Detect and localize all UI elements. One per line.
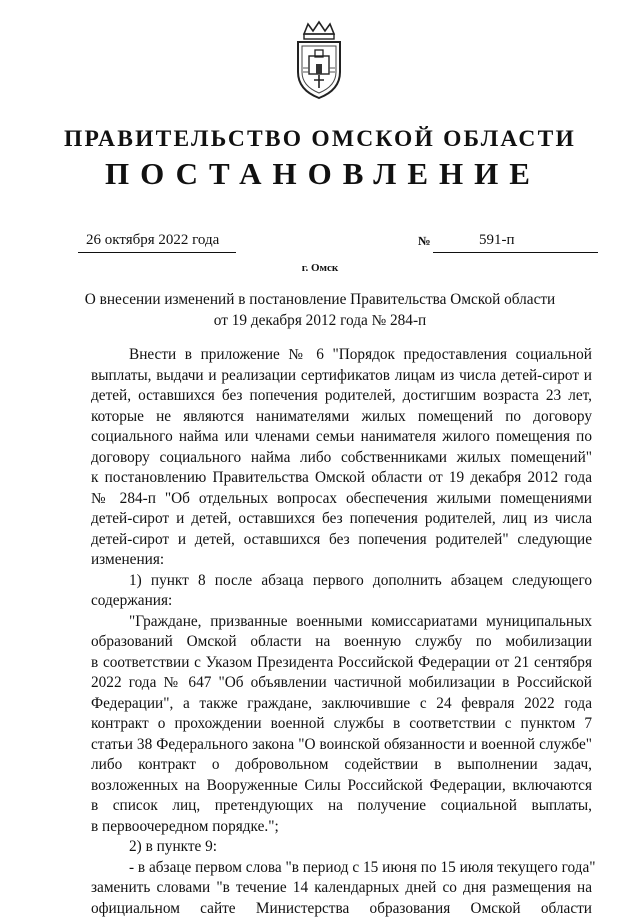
body-line: возложенных на Вооруженные Силы Российской Федерации, включаются bbox=[91, 776, 592, 797]
subject-line: О внесении изменений в постановление Правительства Омской области bbox=[0, 290, 640, 311]
body-line: контракт о прохождении военной службы в соответствии с пунктом 7 bbox=[91, 714, 592, 735]
government-title: ПРАВИТЕЛЬСТВО ОМСКОЙ ОБЛАСТИ bbox=[0, 126, 640, 153]
date-field bbox=[78, 232, 236, 253]
city-label: г. Омск bbox=[0, 262, 640, 274]
body-line: Внести в приложение № 6 "Порядок предоставления социальной bbox=[91, 345, 592, 366]
body-line: в соответствии с Указом Президента Российской Федерации от 21 сентября bbox=[91, 653, 592, 674]
document-subject bbox=[0, 290, 640, 331]
body-line: содержания: bbox=[91, 591, 592, 612]
body-line: № 284-п "Об отдельных вопросах обеспечения жилыми помещениями bbox=[91, 489, 592, 510]
omsk-coat-of-arms-emblem bbox=[290, 20, 348, 102]
body-line: 1) пункт 8 после абзаца первого дополнить абзацем следующего bbox=[91, 571, 592, 592]
body-line: либо контракт о добровольном содействии в выполнении задач, bbox=[91, 755, 592, 776]
document-body bbox=[91, 345, 592, 919]
body-line: официальном сайте Министерства образования Омской области bbox=[91, 899, 592, 919]
subject-line: от 19 декабря 2012 года № 284-п bbox=[0, 311, 640, 332]
number-field bbox=[433, 232, 598, 253]
body-line: статьи 38 Федерального закона "О воинской обязанности и военной службе" bbox=[91, 735, 592, 756]
body-line: выплаты, выдачи и реализации сертификатов лицам из числа детей-сирот и bbox=[91, 366, 592, 387]
body-line: "Граждане, призванные военными комиссариатами муниципальных bbox=[91, 612, 592, 633]
body-line: - в абзаце первом слова "в период с 15 июня по 15 июля текущего года" bbox=[91, 858, 592, 879]
body-line: образований Омской области на военную службу по мобилизации bbox=[91, 632, 592, 653]
body-line: 2022 года № 647 "Об объявлении частичной мобилизации в Российской bbox=[91, 673, 592, 694]
document-date: 26 октября 2022 года bbox=[86, 232, 219, 249]
body-line: Федерации", а также граждане, заключившие с 24 февраля 2022 года bbox=[91, 694, 592, 715]
body-line: изменения: bbox=[91, 550, 592, 571]
body-line: детей-сирот и детей, оставшихся без попечения родителей, лиц из числа bbox=[91, 509, 592, 530]
document-number: 591-п bbox=[479, 232, 515, 249]
number-sign: № bbox=[418, 234, 431, 249]
body-line: в первоочередном порядке."; bbox=[91, 817, 592, 838]
body-line: детей, оставшихся без попечения родителей, достигшим возраста 23 лет, bbox=[91, 386, 592, 407]
body-line: договору социального найма либо собственниками жилых помещений" bbox=[91, 448, 592, 469]
body-line: 2) в пункте 9: bbox=[91, 837, 592, 858]
body-line: в список лиц, претендующих на получение социальной выплаты, bbox=[91, 796, 592, 817]
body-line: детей-сирот и детей, оставшихся без попечения родителей" следующие bbox=[91, 530, 592, 551]
body-line: социального найма или членами семьи нанимателя жилого помещения по bbox=[91, 427, 592, 448]
body-line: к постановлению Правительства Омской области от 19 декабря 2012 года bbox=[91, 468, 592, 489]
body-line: которые не являются нанимателями жилых помещений по договору bbox=[91, 407, 592, 428]
document-type-title: ПОСТАНОВЛЕНИЕ bbox=[0, 156, 640, 192]
body-line: заменить словами "в течение 14 календарных дней со дня размещения на bbox=[91, 878, 592, 899]
